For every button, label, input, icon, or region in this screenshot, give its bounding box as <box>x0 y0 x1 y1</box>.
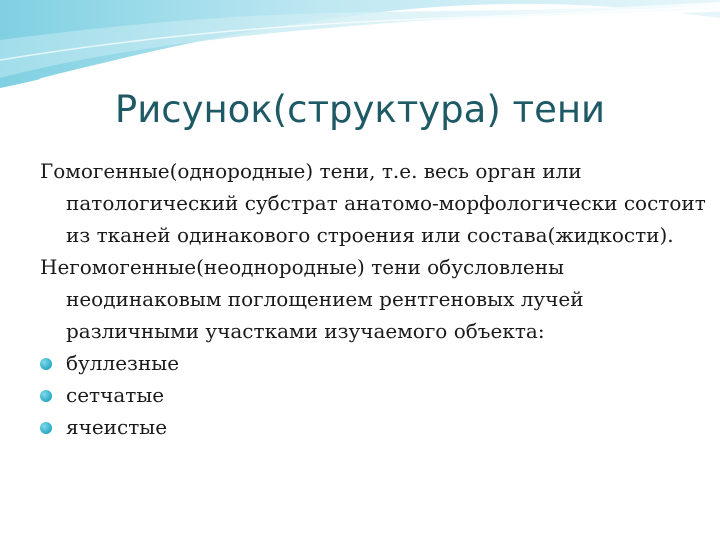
round-bullet-icon <box>40 422 52 434</box>
bullet-label: сетчатые <box>66 383 165 407</box>
slide-body <box>40 155 708 443</box>
slide-title: Рисунок(структура) тени <box>114 88 606 131</box>
round-bullet-icon <box>40 358 52 370</box>
paragraph-homogeneous: Гомогенные(однородные) тени, т.е. весь орган или патологический субстрат анатомо-морфологически состоит из тканей одинакового строения или состава(жидкости). <box>40 159 706 247</box>
round-bullet-icon <box>40 390 52 402</box>
header-wave-decoration <box>0 0 720 160</box>
bullet-item-bullous <box>40 347 708 379</box>
bullet-item-reticular <box>40 379 708 411</box>
bullet-label: ячеистые <box>66 415 168 439</box>
bullet-label: буллезные <box>66 351 180 375</box>
bullet-item-cellular <box>40 411 708 443</box>
paragraph-heterogeneous: Негомогенные(неоднородные) тени обусловлены неодинаковым поглощением рентгеновых лучей различными участками изучаемого объекта: <box>40 255 584 343</box>
